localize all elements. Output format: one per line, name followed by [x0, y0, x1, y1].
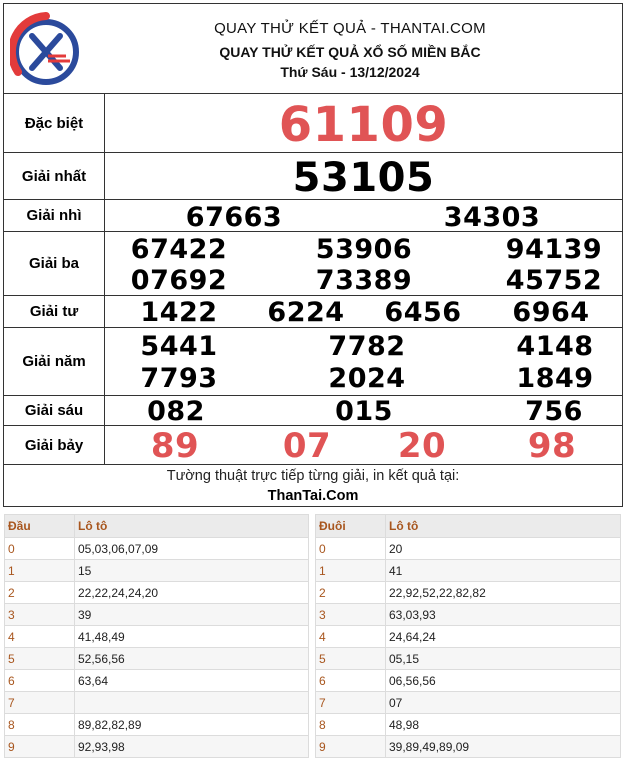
table-row	[316, 692, 621, 714]
digit-cell: 5	[5, 648, 75, 670]
column-header: Đầu	[5, 515, 75, 538]
prize-label: Giải ba	[4, 232, 105, 295]
table-row	[316, 560, 621, 582]
loto-cell: 41,48,49	[75, 626, 309, 648]
table-header-row	[5, 515, 309, 538]
table-row	[5, 692, 309, 714]
digit-cell: 8	[5, 714, 75, 736]
loto-cell: 06,56,56	[386, 670, 621, 692]
loto-cell: 48,98	[386, 714, 621, 736]
table-row	[316, 582, 621, 604]
digit-cell: 3	[316, 604, 386, 626]
table-row	[5, 626, 309, 648]
digit-cell: 2	[5, 582, 75, 604]
digit-cell: 1	[316, 560, 386, 582]
prize-number: 7793	[140, 363, 218, 394]
prize-number: 082	[147, 396, 205, 427]
result-header	[4, 4, 622, 94]
table-header-row	[316, 515, 621, 538]
xs-logo-icon	[10, 10, 82, 90]
site-name[interactable]: QUAY THỬ KẾT QUẢ - THANTAI.COM	[214, 20, 486, 37]
prize-row-fifth	[4, 328, 622, 396]
loto-cell: 92,93,98	[75, 736, 309, 758]
column-header: Lô tô	[386, 515, 621, 538]
loto-cell: 52,56,56	[75, 648, 309, 670]
column-header: Đuôi	[316, 515, 386, 538]
table-row	[5, 736, 309, 758]
prize-number: 4148	[516, 331, 594, 362]
prize-row-fourth	[4, 296, 622, 328]
digit-cell: 7	[5, 692, 75, 714]
loto-cell: 41	[386, 560, 621, 582]
loto-cell: 24,64,24	[386, 626, 621, 648]
prize-number: 20	[397, 426, 447, 466]
table-row	[5, 538, 309, 560]
draw-date: Thứ Sáu - 13/12/2024	[280, 64, 420, 80]
table-row	[5, 560, 309, 582]
prize-label: Giải nhất	[4, 153, 105, 199]
prize-number: 6224	[267, 297, 345, 328]
footer-note: Tường thuật trực tiếp từng giải, in kết quả tại:	[166, 468, 460, 484]
prize-number: 94139	[505, 234, 603, 265]
table-row	[316, 648, 621, 670]
prize-number: 67663	[185, 202, 283, 233]
prize-label: Giải năm	[4, 328, 105, 395]
prize-row-seventh	[4, 426, 622, 465]
table-row	[316, 604, 621, 626]
prize-number: 45752	[505, 265, 603, 296]
prize-number: 6964	[512, 297, 590, 328]
table-row	[5, 604, 309, 626]
prize-number: 07692	[130, 265, 228, 296]
prize-number: 53906	[315, 234, 413, 265]
digit-cell: 3	[5, 604, 75, 626]
prize-row-first	[4, 153, 622, 200]
table-row	[316, 736, 621, 758]
loto-cell: 63,64	[75, 670, 309, 692]
prize-label: Đặc biệt	[4, 94, 105, 152]
prize-number: 2024	[328, 363, 406, 394]
digit-cell: 9	[316, 736, 386, 758]
digit-cell: 8	[316, 714, 386, 736]
prize-number: 756	[525, 396, 583, 427]
prize-number: 67422	[130, 234, 228, 265]
loto-tail-table	[315, 514, 621, 758]
loto-cell: 15	[75, 560, 309, 582]
digit-cell: 5	[316, 648, 386, 670]
prize-row-special	[4, 94, 622, 153]
digit-cell: 1	[5, 560, 75, 582]
loto-cell: 07	[386, 692, 621, 714]
prize-number: 34303	[443, 202, 541, 233]
table-row	[316, 538, 621, 560]
prize-number: 53105	[292, 155, 435, 201]
prize-row-second	[4, 200, 622, 232]
prize-label: Giải bảy	[4, 426, 105, 464]
loto-head-table	[4, 514, 309, 758]
table-row	[5, 714, 309, 736]
prize-number: 6456	[384, 297, 462, 328]
table-row	[316, 670, 621, 692]
table-row	[5, 582, 309, 604]
prize-number: 07	[282, 426, 332, 466]
prize-number: 7782	[328, 331, 406, 362]
digit-cell: 6	[5, 670, 75, 692]
digit-cell: 4	[5, 626, 75, 648]
prize-number: 1422	[140, 297, 218, 328]
loto-cell: 05,15	[386, 648, 621, 670]
digit-cell: 2	[316, 582, 386, 604]
prize-row-third	[4, 232, 622, 296]
digit-cell: 7	[316, 692, 386, 714]
column-header: Lô tô	[75, 515, 309, 538]
loto-cell: 20	[386, 538, 621, 560]
result-footer	[4, 465, 622, 507]
digit-cell: 4	[316, 626, 386, 648]
table-row	[316, 714, 621, 736]
digit-cell: 9	[5, 736, 75, 758]
prize-number: 1849	[516, 363, 594, 394]
loto-cell: 39,89,49,89,09	[386, 736, 621, 758]
footer-site-link[interactable]: ThanTai.Com	[267, 488, 359, 504]
prize-number: 73389	[315, 265, 413, 296]
prize-number: 61109	[278, 97, 449, 153]
prize-number: 015	[335, 396, 393, 427]
prize-number: 98	[527, 426, 577, 466]
prize-label: Giải tư	[4, 296, 105, 327]
digit-cell: 0	[5, 538, 75, 560]
prize-row-sixth	[4, 396, 622, 426]
loto-cell: 22,22,24,24,20	[75, 582, 309, 604]
prize-number: 89	[150, 426, 200, 466]
table-row	[5, 670, 309, 692]
loto-cell: 22,92,52,22,82,82	[386, 582, 621, 604]
digit-cell: 6	[316, 670, 386, 692]
result-card	[3, 3, 623, 507]
loto-cell: 63,03,93	[386, 604, 621, 626]
loto-cell	[75, 692, 309, 714]
prize-label: Giải sáu	[4, 396, 105, 425]
prize-number: 5441	[140, 331, 218, 362]
table-row	[5, 648, 309, 670]
loto-cell: 05,03,06,07,09	[75, 538, 309, 560]
prize-label: Giải nhì	[4, 200, 105, 231]
table-row	[316, 626, 621, 648]
page-title: QUAY THỬ KẾT QUẢ XỔ SỐ MIỀN BẮC	[219, 44, 481, 60]
digit-cell: 0	[316, 538, 386, 560]
loto-cell: 39	[75, 604, 309, 626]
loto-cell: 89,82,82,89	[75, 714, 309, 736]
